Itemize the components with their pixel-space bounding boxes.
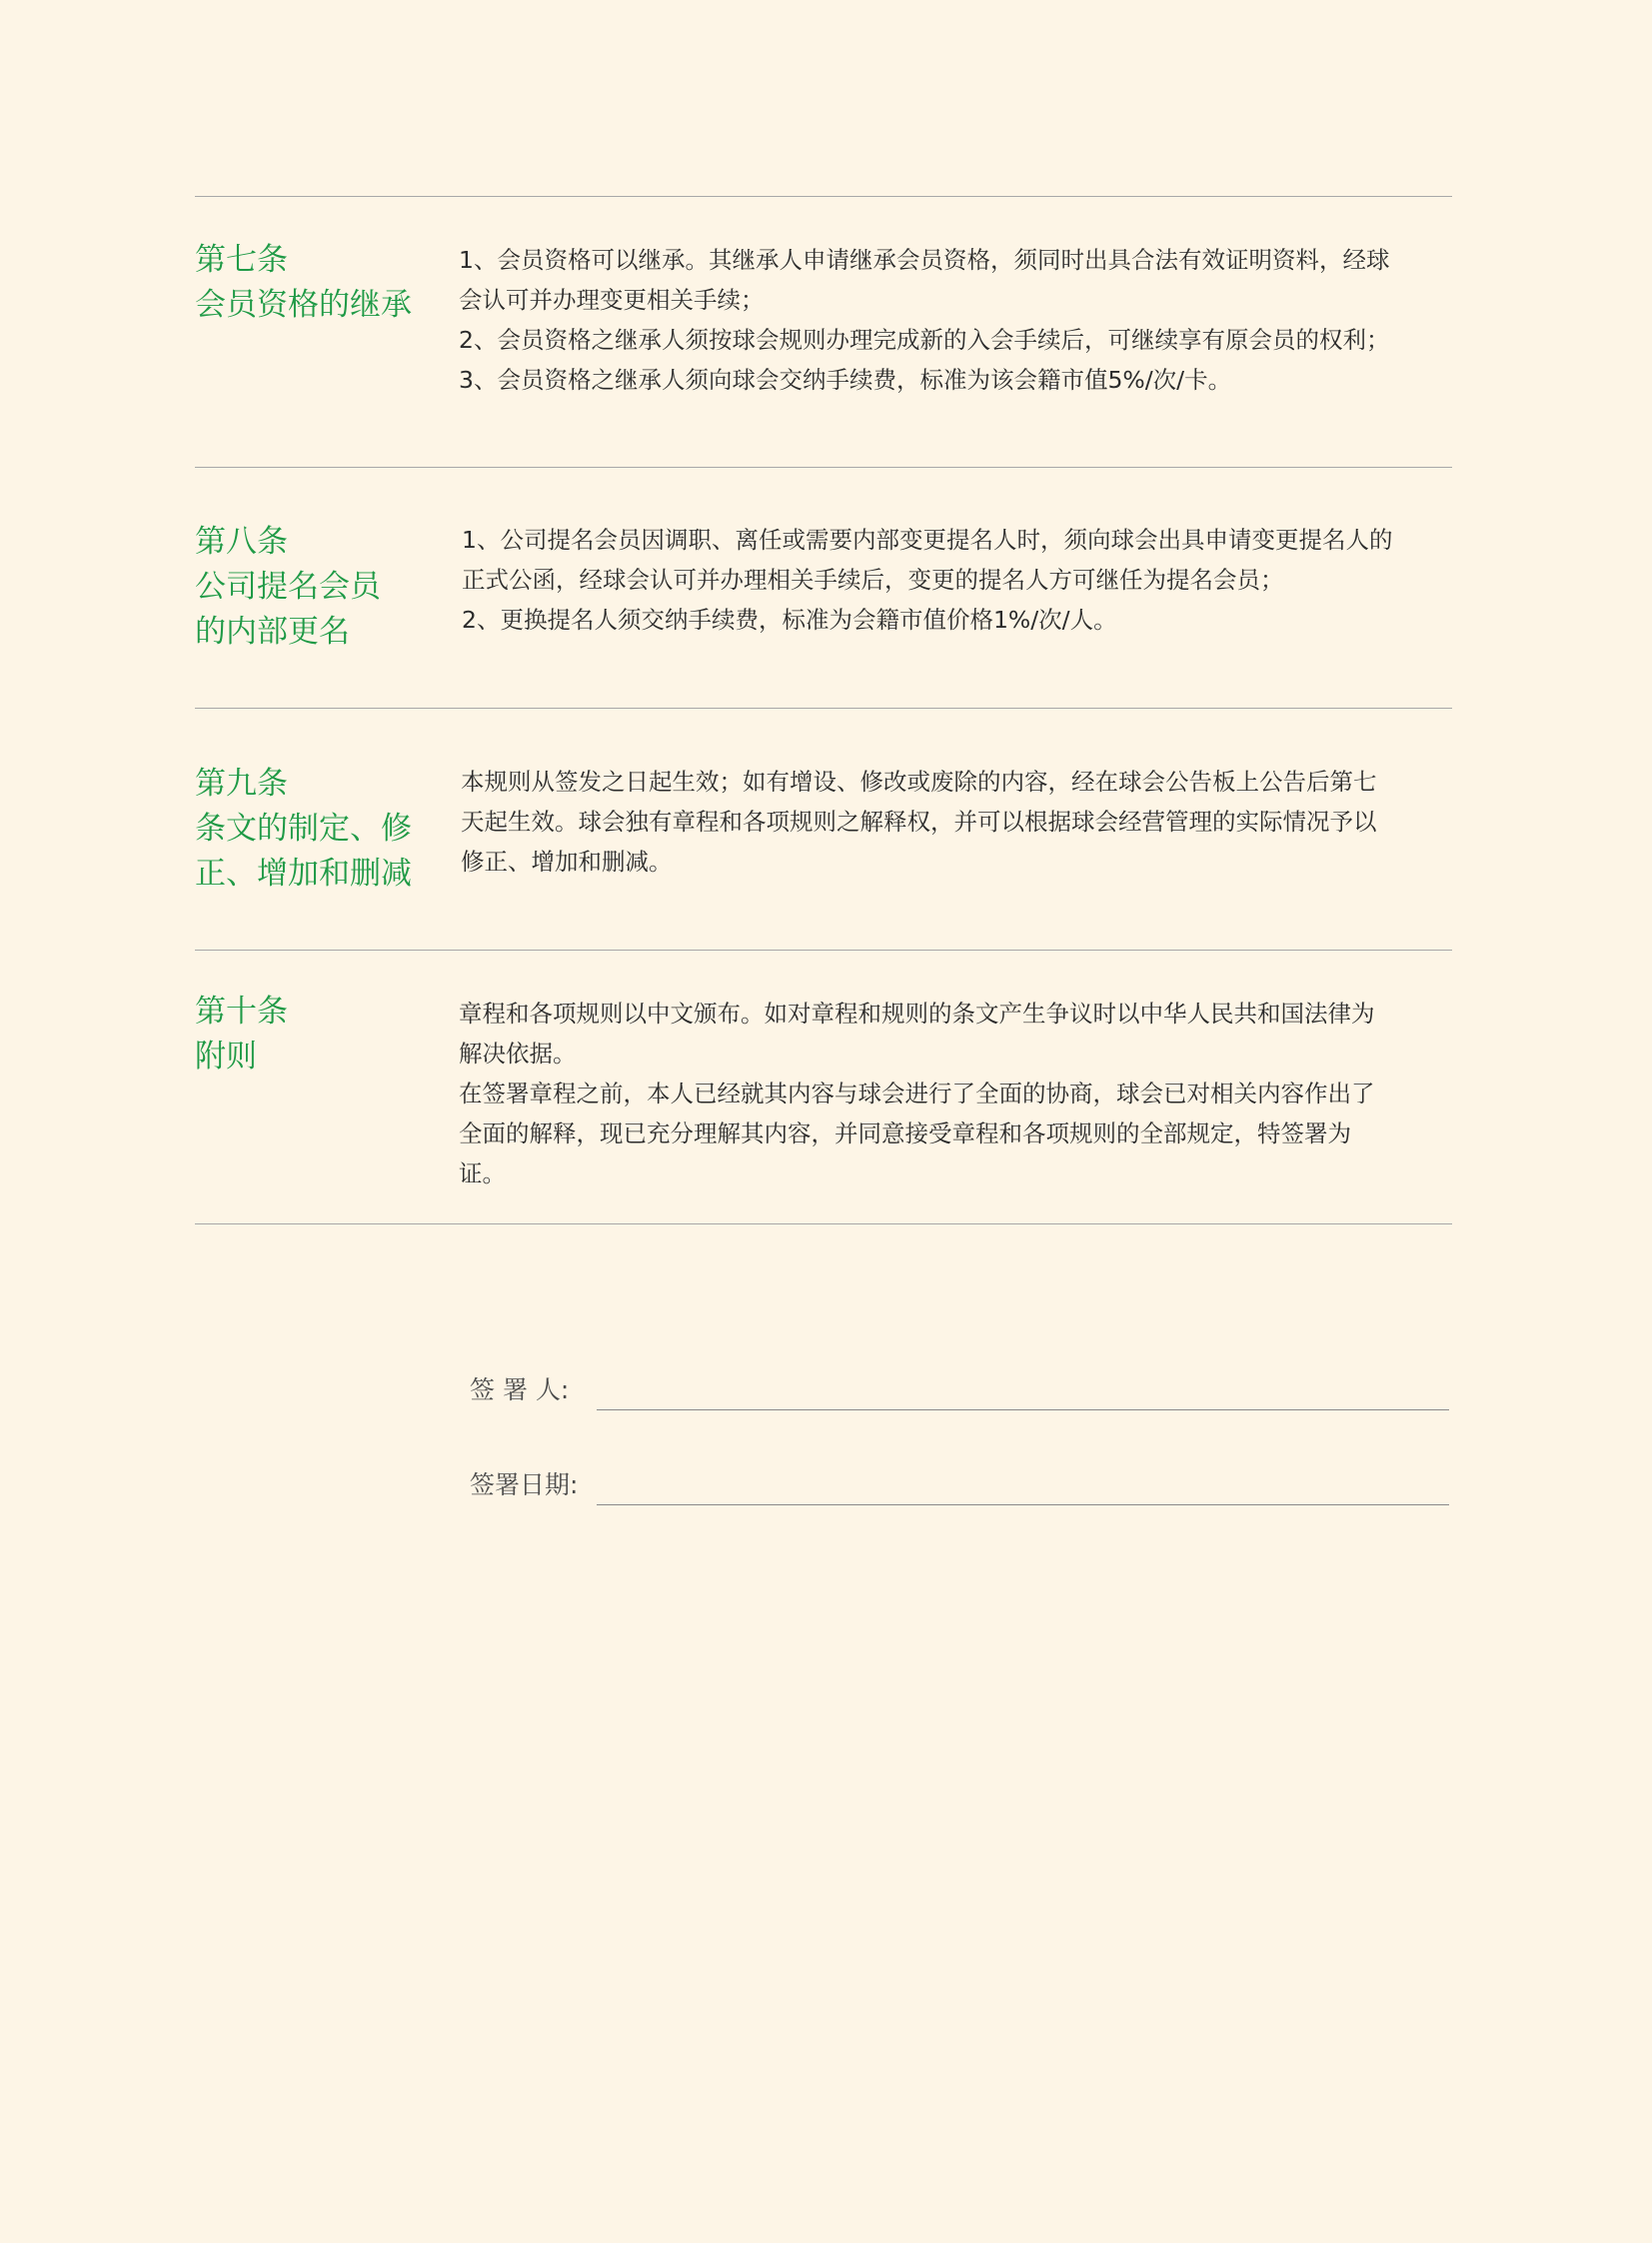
article-text-line: 2、会员资格之继承人须按球会规则办理完成新的入会手续后，可继续享有原会员的权利； [459,326,1390,354]
sign-date-label: 签署日期: [470,1470,579,1499]
divider [195,950,1452,951]
article-text-line: 1、会员资格可以继承。其继承人申请继承会员资格，须同时出具合法有效证明资料，经球 [459,246,1390,274]
article-text-line: 1、公司提名会员因调职、离任或需要内部变更提名人时，须向球会出具申请变更提名人的 [462,526,1393,554]
article-title: 的内部更名 [195,614,350,650]
article-text-line: 解决依据。 [459,1040,577,1068]
signer-row [470,1360,1449,1410]
divider [195,467,1452,468]
article-number: 第九条 [195,766,288,802]
divider [195,708,1452,709]
article-number: 第八条 [195,524,288,560]
article-number: 第七条 [195,242,288,278]
article-9-body [461,762,1465,882]
article-7-body [459,240,1463,400]
article-text-line: 修正、增加和删减。 [461,848,673,876]
divider [195,196,1452,197]
article-text-line: 3、会员资格之继承人须向球会交纳手续费，标准为该会籍市值5%/次/卡。 [459,366,1232,394]
article-title: 会员资格的继承 [195,287,412,323]
article-8-body [462,520,1466,640]
article-8-heading [195,520,455,655]
article-title: 附则 [195,1039,257,1075]
article-9-heading [195,762,455,897]
article-text-line: 在签署章程之前，本人已经就其内容与球会进行了全面的协商，球会已对相关内容作出了 [459,1080,1375,1108]
signer-label: 签 署 人: [470,1375,570,1404]
article-text-line: 天起生效。球会独有章程和各项规则之解释权，并可以根据球会经营管理的实际情况予以 [461,808,1377,836]
article-title: 条文的制定、修 [195,811,412,847]
article-text-line: 章程和各项规则以中文颁布。如对章程和规则的条文产生争议时以中华人民共和国法律为 [459,1000,1375,1028]
article-number: 第十条 [195,994,288,1030]
signer-field[interactable] [597,1409,1449,1410]
article-text-line: 正式公函，经球会认可并办理相关手续后，变更的提名人方可继任为提名会员； [462,566,1284,594]
sign-date-field[interactable] [597,1504,1449,1505]
article-text-line: 证。 [459,1159,506,1187]
divider [195,1223,1452,1224]
article-text-line: 2、更换提名人须交纳手续费，标准为会籍市值价格1%/次/人。 [462,606,1117,634]
article-title: 公司提名会员 [195,569,381,605]
article-text-line: 全面的解释，现已充分理解其内容，并同意接受章程和各项规则的全部规定，特签署为 [459,1120,1351,1147]
sign-date-row [470,1455,1449,1505]
article-7-heading [195,238,455,328]
article-title: 正、增加和删减 [195,856,412,892]
article-text-line: 本规则从签发之日起生效；如有增设、修改或废除的内容，经在球会公告板上公告后第七 [461,768,1377,796]
article-text-line: 会认可并办理变更相关手续； [459,286,765,314]
article-10-heading [195,990,455,1080]
article-10-body [459,994,1463,1193]
